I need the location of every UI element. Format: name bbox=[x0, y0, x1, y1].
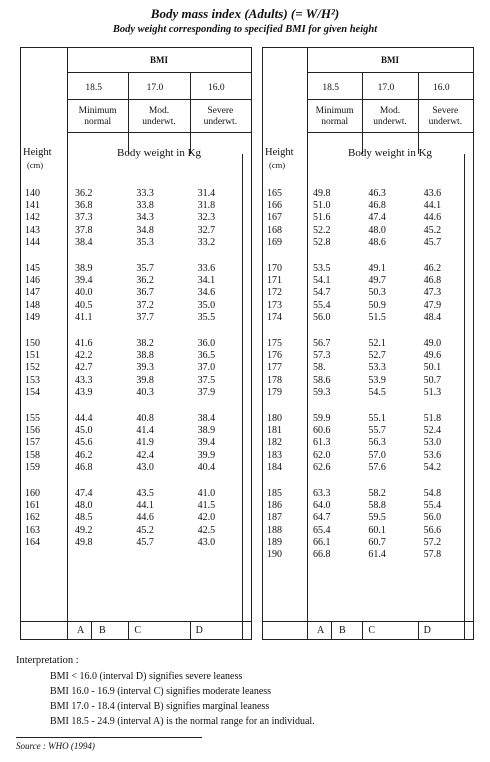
weight-value: 43.6 bbox=[423, 188, 442, 199]
height-value: 160 bbox=[25, 488, 40, 499]
weight-value: 44.1 bbox=[136, 500, 154, 512]
row-rule bbox=[307, 72, 473, 73]
interpretation-notes bbox=[50, 669, 315, 729]
weight-value: 33.2 bbox=[197, 236, 216, 248]
height-value: 146 bbox=[25, 275, 40, 287]
weight-value: 56.3 bbox=[368, 437, 386, 449]
weight-value: 48.6 bbox=[368, 236, 386, 248]
weight-value: 36.2 bbox=[136, 275, 154, 287]
height-value: 154 bbox=[25, 386, 40, 398]
weight-value: 39.9 bbox=[197, 449, 216, 461]
weight-value: 54.7 bbox=[313, 287, 331, 299]
weight-value: 37.9 bbox=[197, 386, 216, 398]
weight-value: 46.8 bbox=[368, 200, 386, 212]
height-value: 180 bbox=[267, 413, 282, 424]
weight-value: 45.7 bbox=[423, 236, 442, 248]
weight-value: 51.5 bbox=[368, 311, 386, 323]
weight-value: 61.3 bbox=[313, 437, 331, 449]
weight-value: 41.4 bbox=[136, 425, 154, 437]
interval-rule bbox=[91, 621, 92, 639]
weight-value: 40.3 bbox=[136, 386, 154, 398]
weight-value: 54.2 bbox=[423, 461, 442, 473]
column-rule bbox=[242, 154, 243, 639]
weight-value: 38.4 bbox=[75, 236, 93, 248]
category-label bbox=[362, 106, 417, 128]
weight-value: 60.7 bbox=[368, 536, 386, 548]
weight-value: 45.7 bbox=[136, 536, 154, 548]
height-value: 181 bbox=[267, 425, 282, 437]
weight-value: 63.3 bbox=[313, 488, 331, 499]
weight-value: 37.3 bbox=[75, 212, 93, 224]
weight-value: 61.4 bbox=[368, 549, 386, 560]
row-rule bbox=[307, 132, 473, 133]
height-label-line: (cm) bbox=[269, 160, 286, 170]
weight-value: 35.5 bbox=[197, 311, 216, 323]
interpretation-line: BMI 17.0 - 18.4 (interval B) signifies marginal leaness bbox=[50, 701, 270, 712]
height-label-line: Height bbox=[265, 147, 294, 158]
category-label bbox=[67, 106, 128, 128]
weight-value: 51.3 bbox=[423, 386, 442, 398]
weight-value: 56.6 bbox=[423, 524, 442, 536]
category-line: underwt. bbox=[373, 117, 407, 127]
weight-value: 62.0 bbox=[313, 449, 331, 461]
weight-value: 53.3 bbox=[368, 362, 386, 374]
weight-value: 40.5 bbox=[75, 299, 93, 311]
weight-value: 47.4 bbox=[75, 488, 93, 499]
height-value: 187 bbox=[267, 512, 282, 524]
weight-value: 54.8 bbox=[423, 488, 442, 499]
interval-rule bbox=[190, 621, 191, 639]
weight-value: 36.0 bbox=[197, 338, 216, 349]
bmi-header: BMI bbox=[381, 55, 399, 65]
weight-value: 48.5 bbox=[75, 512, 93, 524]
interval-label: D bbox=[423, 625, 431, 636]
weight-value: 31.8 bbox=[197, 200, 216, 212]
height-value: 151 bbox=[25, 350, 40, 362]
row-rule bbox=[21, 621, 251, 622]
weight-value: 38.9 bbox=[197, 425, 216, 437]
weight-value: 39.4 bbox=[197, 437, 216, 449]
height-value: 155 bbox=[25, 413, 40, 424]
weight-value: 52.8 bbox=[313, 236, 331, 248]
weight-value: 57.6 bbox=[368, 461, 386, 473]
weight-value: 55.4 bbox=[313, 299, 331, 311]
weight-value: 34.1 bbox=[197, 275, 216, 287]
weight-label: Body weight in Kg bbox=[116, 147, 202, 159]
category-label bbox=[307, 106, 362, 128]
interval-label: A bbox=[317, 625, 325, 636]
height-value: 184 bbox=[267, 461, 282, 473]
height-value: 172 bbox=[267, 287, 282, 299]
weight-value: 57.2 bbox=[423, 536, 442, 548]
weight-value: 51.6 bbox=[313, 212, 331, 224]
weight-value: 57.8 bbox=[423, 549, 442, 560]
weight-value: 49.8 bbox=[313, 188, 331, 199]
weight-value: 31.4 bbox=[197, 188, 216, 199]
weight-value: 35.3 bbox=[136, 236, 154, 248]
row-rule bbox=[263, 621, 473, 622]
height-value: 173 bbox=[267, 299, 282, 311]
weight-value: 66.1 bbox=[313, 536, 331, 548]
height-value: 144 bbox=[25, 236, 40, 248]
interpretation-line: BMI < 16.0 (interval D) signifies severe leaness bbox=[50, 671, 243, 682]
interval-rule bbox=[362, 621, 363, 639]
height-value: 140 bbox=[25, 188, 40, 199]
height-label-line: Height bbox=[23, 147, 52, 158]
height-value: 157 bbox=[25, 437, 40, 449]
weight-value: 58. bbox=[313, 362, 326, 374]
weight-value: 47.4 bbox=[368, 212, 386, 224]
weight-value: 45.2 bbox=[136, 524, 154, 536]
weight-value: 44.6 bbox=[423, 212, 442, 224]
weight-value: 47.3 bbox=[423, 287, 442, 299]
weight-value: 66.8 bbox=[313, 549, 331, 560]
height-value: 153 bbox=[25, 374, 40, 386]
column-rule bbox=[464, 154, 465, 639]
weight-value: 53.6 bbox=[423, 449, 442, 461]
interval-label: D bbox=[195, 625, 203, 636]
weight-value: 50.3 bbox=[368, 287, 386, 299]
height-value: 188 bbox=[267, 524, 282, 536]
weight-value: 56.0 bbox=[313, 311, 331, 323]
category-line: underwt. bbox=[428, 117, 463, 127]
row-rule bbox=[307, 99, 473, 100]
height-value: 190 bbox=[267, 549, 282, 560]
weight-value: 39.3 bbox=[136, 362, 154, 374]
weight-value: 42.0 bbox=[197, 512, 216, 524]
weight-value: 55.4 bbox=[423, 500, 442, 512]
height-value: 152 bbox=[25, 362, 40, 374]
weight-value: 55.7 bbox=[368, 425, 386, 437]
weight-value: 40.0 bbox=[75, 287, 93, 299]
weight-value: 41.0 bbox=[197, 488, 216, 499]
weight-value: 33.8 bbox=[136, 200, 154, 212]
bmi-table-right bbox=[262, 47, 474, 640]
height-value: 149 bbox=[25, 311, 40, 323]
height-value: 189 bbox=[267, 536, 282, 548]
source-note: Source : WHO (1994) bbox=[16, 741, 95, 751]
height-value: 174 bbox=[267, 311, 282, 323]
height-value: 159 bbox=[25, 461, 40, 473]
height-value: 142 bbox=[25, 212, 40, 224]
weight-value: 49.1 bbox=[368, 263, 386, 274]
weight-value: 45.0 bbox=[75, 425, 93, 437]
interval-label: A bbox=[77, 625, 85, 636]
column-rule bbox=[307, 48, 308, 639]
weight-value: 37.5 bbox=[197, 374, 216, 386]
category-label bbox=[418, 106, 473, 128]
height-value: 167 bbox=[267, 212, 282, 224]
source-divider bbox=[16, 737, 202, 738]
weight-label: Body weight in Kg bbox=[347, 147, 433, 159]
weight-value: 57.0 bbox=[368, 449, 386, 461]
category-line: Mod. bbox=[148, 106, 170, 116]
weight-value: 43.0 bbox=[136, 461, 154, 473]
weight-value: 44.1 bbox=[423, 200, 442, 212]
weight-value: 59.3 bbox=[313, 386, 331, 398]
column-rule bbox=[67, 48, 68, 639]
weight-value: 35.7 bbox=[136, 263, 154, 274]
height-value: 161 bbox=[25, 500, 40, 512]
weight-value: 49.2 bbox=[75, 524, 93, 536]
interval-label: B bbox=[99, 625, 106, 636]
weight-value: 52.2 bbox=[313, 224, 331, 236]
weight-value: 54.1 bbox=[313, 275, 331, 287]
weight-value: 48.0 bbox=[368, 224, 386, 236]
weight-value: 59.9 bbox=[313, 413, 331, 424]
weight-value: 43.0 bbox=[197, 536, 216, 548]
weight-value: 52.1 bbox=[368, 338, 386, 349]
row-rule bbox=[67, 72, 251, 73]
interpretation-heading: Interpretation : bbox=[16, 655, 79, 666]
weight-value: 32.7 bbox=[197, 224, 216, 236]
weight-value: 50.9 bbox=[368, 299, 386, 311]
weight-value: 46.8 bbox=[423, 275, 442, 287]
weight-value: 41.5 bbox=[197, 500, 216, 512]
weight-value: 41.1 bbox=[75, 311, 93, 323]
weight-value: 62.6 bbox=[313, 461, 331, 473]
height-value: 175 bbox=[267, 338, 282, 349]
weight-value: 37.0 bbox=[197, 362, 216, 374]
row-rule bbox=[67, 132, 251, 133]
height-label-line: (cm) bbox=[27, 160, 44, 170]
weight-value: 44.6 bbox=[136, 512, 154, 524]
weight-value: 50.7 bbox=[423, 374, 442, 386]
weight-value: 34.8 bbox=[136, 224, 154, 236]
weight-value: 42.2 bbox=[75, 350, 93, 362]
weight-value: 33.6 bbox=[197, 263, 216, 274]
page-title: Body mass index (Adults) (= W/H²) bbox=[150, 6, 340, 21]
bmi-table-left bbox=[20, 47, 252, 640]
height-value: 163 bbox=[25, 524, 40, 536]
height-value: 168 bbox=[267, 224, 282, 236]
weight-value: 50.1 bbox=[423, 362, 442, 374]
height-value: 171 bbox=[267, 275, 282, 287]
weight-value: 40.4 bbox=[197, 461, 216, 473]
height-value: 162 bbox=[25, 512, 40, 524]
height-value: 156 bbox=[25, 425, 40, 437]
weight-value: 41.6 bbox=[75, 338, 93, 349]
weight-value: 52.7 bbox=[368, 350, 386, 362]
weight-value: 41.9 bbox=[136, 437, 154, 449]
weight-value: 42.7 bbox=[75, 362, 93, 374]
category-line: underwt. bbox=[142, 117, 176, 127]
weight-value: 55.1 bbox=[368, 413, 386, 424]
weight-value: 53.0 bbox=[423, 437, 442, 449]
weight-value: 46.3 bbox=[368, 188, 386, 199]
category-line: Minimum bbox=[78, 106, 117, 116]
category-line: underwt. bbox=[203, 117, 238, 127]
weight-value: 64.0 bbox=[313, 500, 331, 512]
weight-value: 34.6 bbox=[197, 287, 216, 299]
category-label bbox=[190, 106, 251, 128]
weight-value: 40.8 bbox=[136, 413, 154, 424]
weight-value: 44.4 bbox=[75, 413, 93, 424]
height-value: 145 bbox=[25, 263, 40, 274]
category-line: normal bbox=[321, 117, 349, 127]
weight-value: 49.0 bbox=[423, 338, 442, 349]
weight-value: 53.9 bbox=[368, 374, 386, 386]
weight-value: 37.7 bbox=[136, 311, 154, 323]
height-value: 170 bbox=[267, 263, 282, 274]
weight-value: 60.1 bbox=[368, 524, 386, 536]
weight-value: 39.4 bbox=[75, 275, 93, 287]
weight-value: 64.7 bbox=[313, 512, 331, 524]
height-value: 143 bbox=[25, 224, 40, 236]
weight-value: 46.2 bbox=[423, 263, 442, 274]
weight-value: 43.3 bbox=[75, 374, 93, 386]
weight-value: 59.5 bbox=[368, 512, 386, 524]
weight-value: 36.2 bbox=[75, 188, 93, 199]
bmi-value-label: 16.0 bbox=[433, 83, 450, 93]
weight-value: 36.7 bbox=[136, 287, 154, 299]
interval-rule bbox=[128, 621, 129, 639]
bmi-value-label: 17.0 bbox=[146, 83, 164, 93]
height-label bbox=[23, 146, 52, 172]
height-value: 169 bbox=[267, 236, 282, 248]
weight-value: 32.3 bbox=[197, 212, 216, 224]
weight-value: 36.5 bbox=[197, 350, 216, 362]
weight-value: 49.8 bbox=[75, 536, 93, 548]
weight-value: 45.6 bbox=[75, 437, 93, 449]
height-value: 177 bbox=[267, 362, 282, 374]
weight-value: 42.4 bbox=[136, 449, 154, 461]
interval-label: C bbox=[134, 625, 141, 636]
weight-value: 38.4 bbox=[197, 413, 216, 424]
bmi-header: BMI bbox=[150, 55, 168, 65]
height-value: 178 bbox=[267, 374, 282, 386]
weight-value: 37.2 bbox=[136, 299, 154, 311]
weight-value: 54.5 bbox=[368, 386, 386, 398]
weight-value: 37.8 bbox=[75, 224, 93, 236]
bmi-value-label: 16.0 bbox=[208, 83, 225, 93]
weight-value: 58.6 bbox=[313, 374, 331, 386]
weight-value: 36.8 bbox=[75, 200, 93, 212]
weight-value: 45.2 bbox=[423, 224, 442, 236]
weight-value: 39.8 bbox=[136, 374, 154, 386]
category-line: Minimum bbox=[315, 106, 354, 116]
height-value: 158 bbox=[25, 449, 40, 461]
weight-value: 48.0 bbox=[75, 500, 93, 512]
weight-value: 46.2 bbox=[75, 449, 93, 461]
weight-value: 47.9 bbox=[423, 299, 442, 311]
weight-value: 49.6 bbox=[423, 350, 442, 362]
interval-rule bbox=[331, 621, 332, 639]
weight-value: 57.3 bbox=[313, 350, 331, 362]
interpretation-line: BMI 16.0 - 16.9 (interval C) signifies moderate leaness bbox=[50, 686, 272, 697]
weight-value: 49.7 bbox=[368, 275, 386, 287]
weight-value: 38.8 bbox=[136, 350, 154, 362]
interpretation-line: BMI 18.5 - 24.9 (interval A) is the normal range for an individual. bbox=[50, 716, 315, 727]
weight-value: 51.8 bbox=[423, 413, 442, 424]
row-rule bbox=[67, 99, 251, 100]
height-value: 147 bbox=[25, 287, 40, 299]
height-value: 182 bbox=[267, 437, 282, 449]
interval-label: C bbox=[368, 625, 375, 636]
bmi-value-label: 18.5 bbox=[85, 83, 102, 93]
height-value: 164 bbox=[25, 536, 40, 548]
category-line: Severe bbox=[432, 106, 459, 116]
height-value: 183 bbox=[267, 449, 282, 461]
weight-value: 58.2 bbox=[368, 488, 386, 499]
weight-value: 35.0 bbox=[197, 299, 216, 311]
height-value: 166 bbox=[267, 200, 282, 212]
height-value: 179 bbox=[267, 386, 282, 398]
page-subtitle: Body weight corresponding to specified BMI for given height bbox=[112, 24, 378, 35]
weight-value: 53.5 bbox=[313, 263, 331, 274]
weight-value: 51.0 bbox=[313, 200, 331, 212]
height-value: 141 bbox=[25, 200, 40, 212]
weight-value: 58.8 bbox=[368, 500, 386, 512]
weight-value: 33.3 bbox=[136, 188, 154, 199]
weight-value: 60.6 bbox=[313, 425, 331, 437]
height-value: 148 bbox=[25, 299, 40, 311]
weight-value: 65.4 bbox=[313, 524, 331, 536]
weight-value: 43.5 bbox=[136, 488, 154, 499]
category-line: Severe bbox=[207, 106, 234, 116]
weight-value: 34.3 bbox=[136, 212, 154, 224]
height-value: 150 bbox=[25, 338, 40, 349]
bmi-value-label: 18.5 bbox=[322, 83, 339, 93]
height-value: 185 bbox=[267, 488, 282, 499]
weight-value: 56.7 bbox=[313, 338, 331, 349]
height-value: 176 bbox=[267, 350, 282, 362]
weight-value: 38.9 bbox=[75, 263, 93, 274]
category-label bbox=[128, 106, 189, 128]
weight-value: 46.8 bbox=[75, 461, 93, 473]
height-label bbox=[265, 146, 294, 172]
weight-value: 42.5 bbox=[197, 524, 216, 536]
weight-value: 56.0 bbox=[423, 512, 442, 524]
weight-value: 52.4 bbox=[423, 425, 442, 437]
weight-value: 43.9 bbox=[75, 386, 93, 398]
interval-rule bbox=[418, 621, 419, 639]
bmi-value-label: 17.0 bbox=[377, 83, 395, 93]
category-line: Mod. bbox=[379, 106, 401, 116]
height-value: 165 bbox=[267, 188, 282, 199]
interval-label: B bbox=[339, 625, 346, 636]
category-line: normal bbox=[84, 117, 112, 127]
weight-value: 48.4 bbox=[423, 311, 442, 323]
weight-value: 38.2 bbox=[136, 338, 154, 349]
height-value: 186 bbox=[267, 500, 282, 512]
